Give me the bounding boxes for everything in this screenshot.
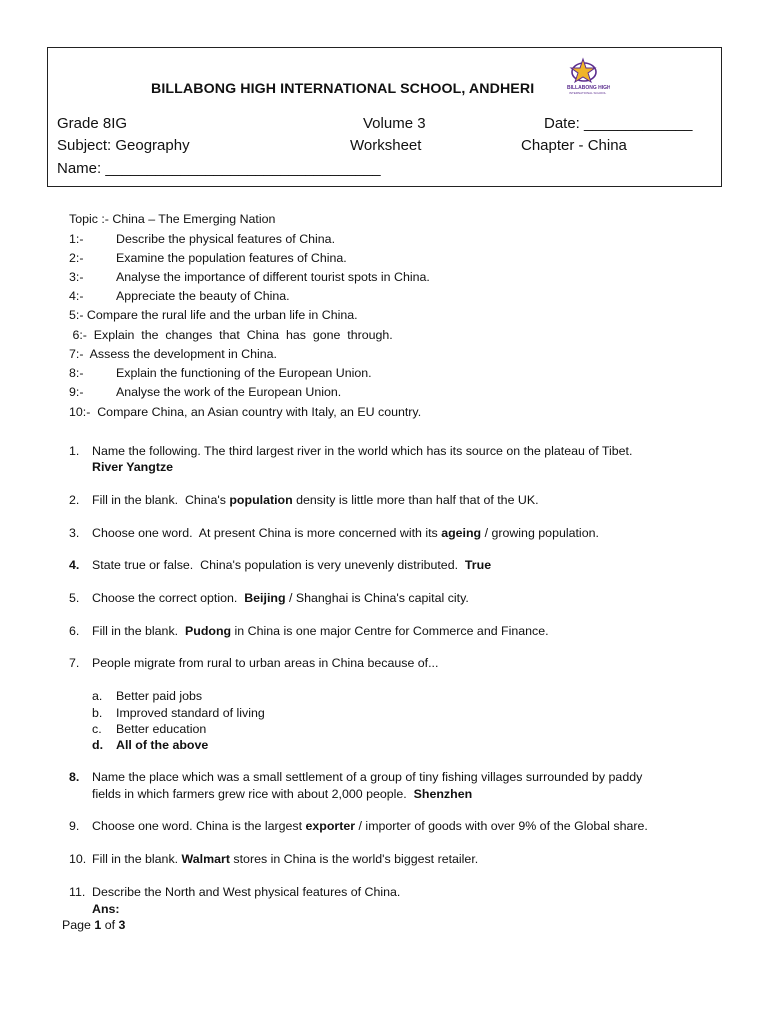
volume-label: Volume 3 — [363, 115, 426, 132]
page-number: Page 1 of 3 — [62, 918, 126, 932]
answer-11: Ans: — [92, 902, 120, 916]
topic-heading: Topic :- China – The Emerging Nation — [69, 212, 276, 226]
chapter-label: Chapter - China — [521, 137, 627, 154]
objective-item: 9:- Analyse the work of the European Union. — [69, 385, 342, 399]
question-4: 4. State true or false. China's population is very unevenly distributed. True — [69, 558, 492, 572]
objective-item: 8:- Explain the functioning of the European Union. — [69, 366, 372, 380]
answer-1: River Yangtze — [92, 460, 174, 474]
option-a: a. Better paid jobs — [92, 689, 203, 703]
subject-label: Subject: Geography — [57, 137, 190, 154]
worksheet-label: Worksheet — [350, 137, 422, 154]
star-logo-icon — [566, 56, 610, 96]
question-7: 7. People migrate from rural to urban areas in China because of... — [69, 656, 439, 670]
question-9: 9. Choose one word. China is the largest exporter / importer of goods with over 9% of the Global share. — [69, 819, 648, 833]
school-name: BILLABONG HIGH INTERNATIONAL SCHOOL, ANDHERI — [151, 81, 535, 97]
objective-item: 2:- Examine the population features of China. — [69, 251, 347, 265]
objective-item: 7:- Assess the development in China. — [69, 347, 278, 361]
objective-item: 1:- Describe the physical features of China. — [69, 232, 336, 246]
logo-text: BILLABONG HIGH — [567, 85, 610, 91]
option-d: d. All of the above — [92, 738, 209, 752]
logo-subtext: INTERNATIONAL SCHOOL — [569, 91, 607, 95]
question-1: 1. Name the following. The third largest river in the world which has its source on the plateau of Tibet. — [69, 444, 633, 458]
question-8: 8. Name the place which was a small settlement of a group of tiny fishing villages surrounded by paddy — [69, 770, 643, 784]
question-3: 3. Choose one word. At present China is more concerned with its ageing / growing population. — [69, 526, 599, 540]
question-11: 11. Describe the North and West physical features of China. — [69, 885, 401, 899]
objective-item: 4:- Appreciate the beauty of China. — [69, 289, 290, 303]
header-box — [47, 47, 722, 187]
question-6: 6. Fill in the blank. Pudong in China is one major Centre for Commerce and Finance. — [69, 624, 549, 638]
school-logo — [566, 56, 610, 96]
objective-item: 3:- Analyse the importance of different tourist spots in China. — [69, 270, 430, 284]
objective-item: 10:- Compare China, an Asian country with Italy, an EU country. — [69, 405, 422, 419]
question-2: 2. Fill in the blank. China's population density is little more than half that of the UK. — [69, 493, 539, 507]
question-8-cont: fields in which farmers grew rice with about 2,000 people. Shenzhen — [92, 787, 473, 801]
name-field: Name: _________________________________ — [57, 160, 381, 177]
objective-item: 5:- Compare the rural life and the urban life in China. — [69, 308, 358, 322]
question-5: 5. Choose the correct option. Beijing / Shanghai is China's capital city. — [69, 591, 469, 605]
objective-item: 6:- Explain the changes that China has gone through. — [69, 328, 393, 342]
grade-label: Grade 8IG — [57, 115, 128, 132]
option-b: b. Improved standard of living — [92, 706, 265, 720]
question-10: 10. Fill in the blank. Walmart stores in China is the world's biggest retailer. — [69, 852, 479, 866]
option-c: c. Better education — [92, 722, 207, 736]
date-field: Date: _____________ — [544, 115, 693, 132]
